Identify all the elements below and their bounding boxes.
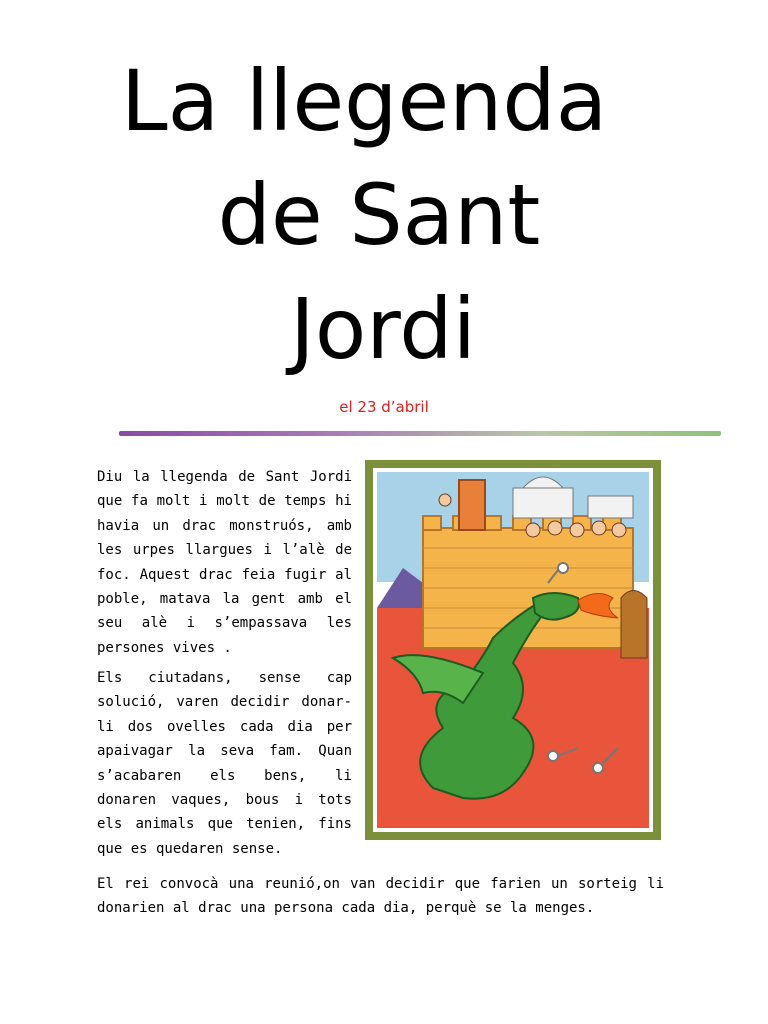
title-line-2: de Sant <box>217 166 541 264</box>
document-title <box>0 44 768 386</box>
title-line-3: Jordi <box>290 280 476 378</box>
paragraph-2: Els ciutadans, sense cap solució, varen decidir donar-li dos ovelles cada dia per apaivagar la seva fam. Quan s’acabaren els bens, li donaren vaques, bous i tots els animals que tenien, fins que es quedaren sense. <box>97 670 352 857</box>
subtitle-date: el 23 d’abril <box>339 398 429 416</box>
gradient-divider <box>119 431 721 436</box>
title-line-1: La llegenda <box>120 52 608 150</box>
paragraph-1: Diu la llegenda de Sant Jordi que fa molt i molt de temps hi havia un drac monstruós, amb les urpes llargues i l’alè de foc. Aquest drac feia fugir al poble, matava la gent amb el seu alè i s’empassava les persones vives . <box>97 469 352 656</box>
paragraph-3: El rei convocà una reunió,on van decidir que farien un sorteig li donarien al drac una persona cada dia, perquè se la menges. <box>97 876 664 917</box>
dragon-illustration <box>363 458 663 842</box>
